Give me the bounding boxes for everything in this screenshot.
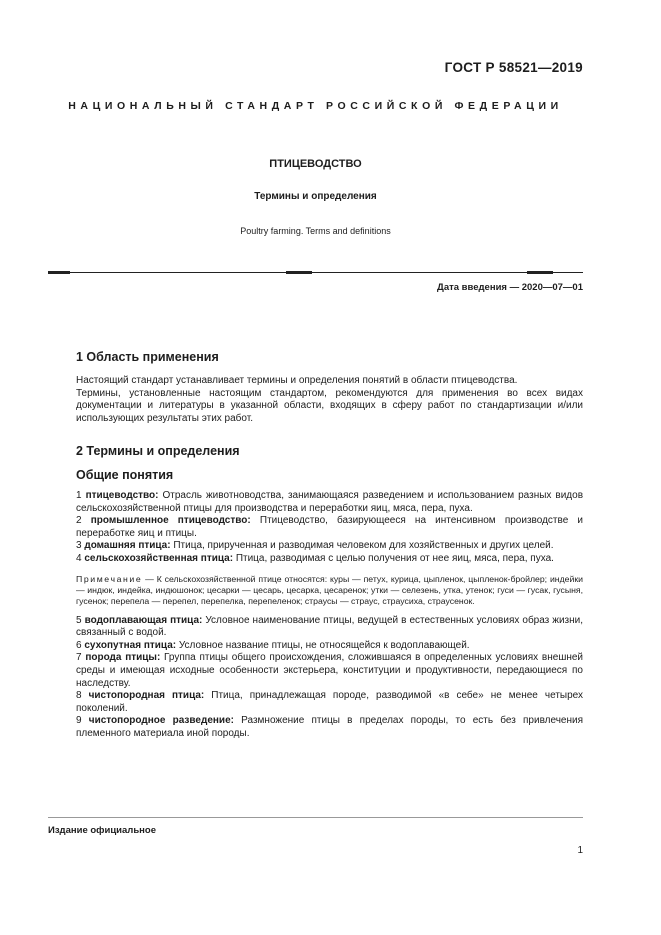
term-entry — [76, 615, 583, 640]
term-definition: Птица, прирученная и разводимая человеком для хозяйственных и других целей. — [173, 540, 554, 552]
section-2 — [76, 444, 583, 741]
term-definition: Условное наименование птицы, ведущей в естественных условиях образ жизни, связанный с водой. — [76, 614, 584, 639]
term-definition: Птица, разводимая с целью получения от нее яиц, мяса, пера, пуха. — [235, 552, 554, 564]
divider-accent-right — [527, 271, 553, 274]
section-2-heading: 2 Термины и определения — [76, 444, 240, 458]
terms-note — [76, 574, 583, 607]
term-number: 4 — [76, 552, 82, 564]
term-name: сельскохозяйственная птица: — [84, 552, 234, 564]
introduction-date: Дата введения — 2020—07—01 — [437, 282, 583, 293]
section-1 — [76, 350, 583, 425]
term-name: чистопородная птица: — [88, 690, 205, 702]
term-definition: Птица, принадлежащая породе, разводимой «в себе» не менее четырех поколений. — [76, 690, 583, 714]
term-entry — [76, 540, 583, 553]
document-subtitle: Термины и определения — [254, 191, 377, 202]
term-entry — [76, 690, 583, 715]
term-name: порода птицы: — [85, 652, 161, 664]
term-entry — [76, 652, 583, 690]
edition-label: Издание официальное — [48, 825, 156, 836]
term-number: 7 — [76, 652, 82, 664]
term-name: водоплавающая птица: — [84, 614, 203, 626]
section-1-paragraph-1: Настоящий стандарт устанавливает термины и определения понятий в области птицеводства. — [76, 375, 518, 386]
term-number: 5 — [76, 614, 82, 626]
section-1-paragraph-2: Термины, установленные настоящим стандартом, рекомендуются для применения во всех видах документации и литературы в указанной области, входящих в сферу работ по стандартизации и/или использующих результаты этих работ. — [76, 387, 583, 424]
term-entry — [76, 490, 583, 515]
term-definition: Отрасль животноводства, занимающаяся разведением и использованием разных видов сельскохозяйственной птицы для производства и переработки яиц, мяса, пера, пуха. — [76, 490, 584, 514]
term-name: птицеводство: — [85, 490, 159, 501]
term-entry — [76, 715, 583, 740]
national-standard-banner: НАЦИОНАЛЬНЫЙ СТАНДАРТ РОССИЙСКОЙ ФЕДЕРАЦИИ — [68, 100, 563, 112]
divider-accent-center — [286, 271, 312, 274]
term-number: 9 — [76, 715, 82, 727]
section-2-subheading: Общие понятия — [76, 468, 174, 482]
term-definition: Размножение птицы в пределах породы, то есть без привлечения племенного материала иной породы. — [76, 715, 584, 739]
term-name: сухопутная птица: — [84, 639, 177, 651]
term-entry — [76, 640, 583, 653]
term-definition: Условное название птицы, не относящейся к водоплавающей. — [178, 639, 470, 651]
page-number: 1 — [577, 845, 583, 856]
term-definition: Группа птицы общего происхождения, сложившаяся в определенных условиях внешней среды и имеющая исходные особенности экстерьера, конституции и продуктивности, передающиеся по наследству. — [76, 652, 584, 689]
term-name: промышленное птицеводство: — [90, 515, 251, 527]
footer-divider — [48, 817, 583, 818]
term-entry — [76, 553, 583, 566]
section-1-heading: 1 Область применения — [76, 350, 219, 364]
term-number: 6 — [76, 639, 82, 651]
term-entry — [76, 515, 583, 540]
document-number: ГОСТ Р 58521—2019 — [444, 60, 583, 75]
document-title: ПТИЦЕВОДСТВО — [269, 158, 362, 170]
document-title-english: Poultry farming. Terms and definitions — [240, 226, 391, 236]
terms-list-1 — [76, 490, 583, 566]
title-divider — [48, 272, 583, 273]
note-text: — К сельскохозяйственной птице относятся: куры — петух, курица, цыпленок, цыпленок-бройлер; индейки — индюк, индейка, индюшонок; цесарки — цесарь, цесарка, цесаренок; утки — селезень, утка, утенок; гуси — гусак, гусыня, гусенок; перепела — перепел, перепелка, перепеленок; страусы — страус, страусиха, страусенок. — [76, 573, 583, 606]
note-label: Примечание — [76, 573, 143, 584]
term-number: 8 — [76, 690, 82, 702]
term-definition: Птицеводство, базирующееся на интенсивном производстве и переработке яиц и птицы. — [76, 515, 583, 539]
terms-list-2 — [76, 615, 583, 741]
term-number: 2 — [76, 515, 82, 527]
term-number: 1 — [76, 490, 82, 501]
term-name: чистопородное разведение: — [88, 715, 234, 727]
divider-accent-left — [48, 271, 70, 274]
term-name: домашняя птица: — [84, 540, 171, 552]
term-number: 3 — [76, 540, 82, 552]
